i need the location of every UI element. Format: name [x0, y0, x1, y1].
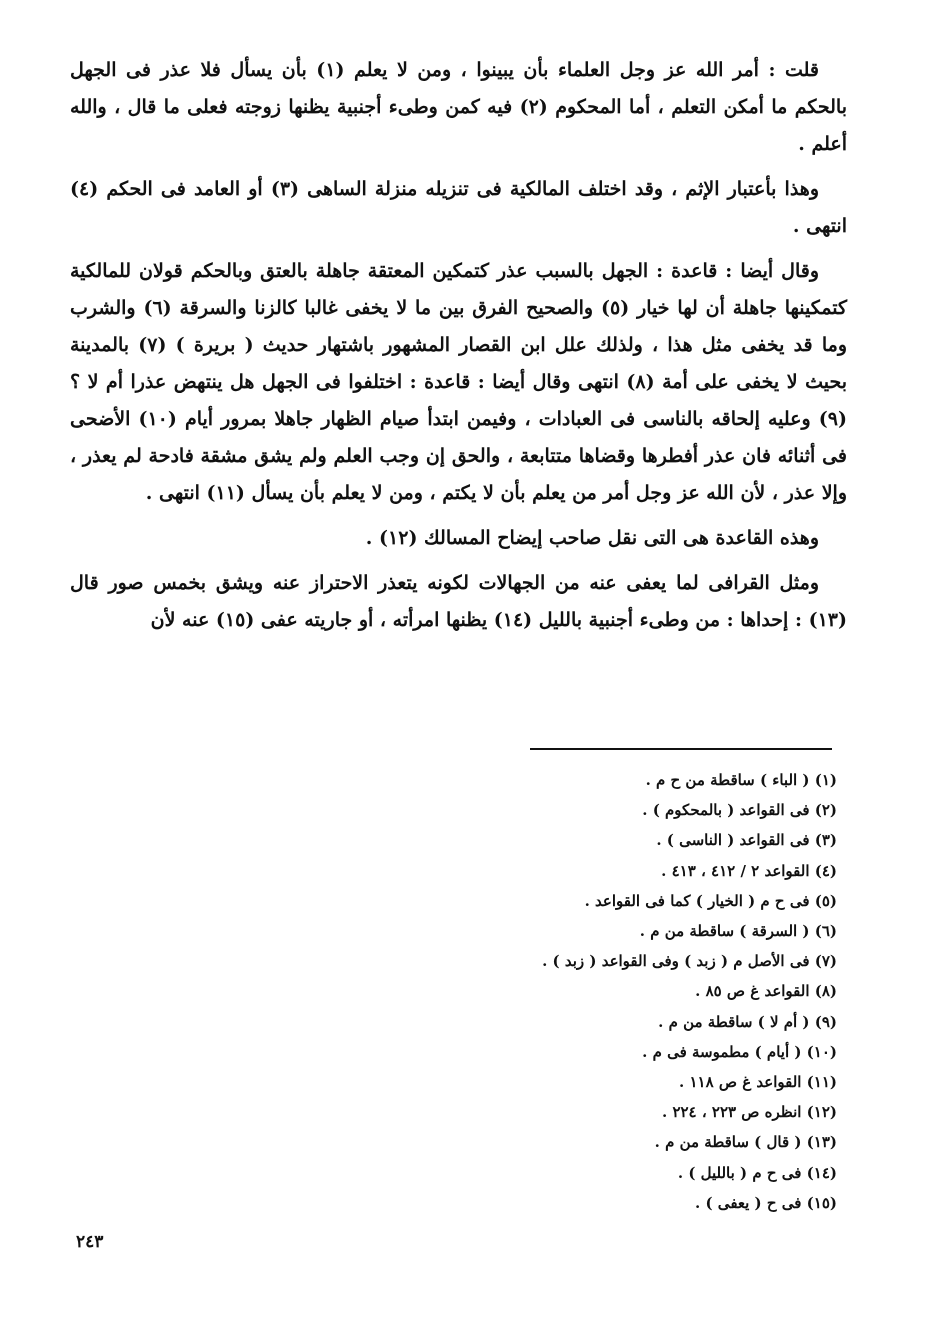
paragraph-5: ومثل القرافى لما يعفى عنه من الجهالات لكونه يتعذر الاحتراز عنه ويشق بخمس صور قال (١٣) : إحداها : من وطىء أجنبية بالليل (١٤) يظنها امرأته ، أو جاريته عفى (١٥) عنه لأن	[70, 572, 847, 631]
footnote-3: (٣) فى القواعد ( الناسى ) .	[656, 831, 837, 850]
footnote-4: (٤) القواعد ٢ / ٤١٢ ، ٤١٣ .	[661, 861, 837, 880]
footnote-9: (٩) ( أم لا ) ساقطة من م .	[658, 1012, 837, 1031]
footnote-15: (١٥) فى ح ( يعفى ) .	[695, 1193, 837, 1212]
footnote-12: (١٢) انظره ص ٢٢٣ ، ٢٢٤ .	[661, 1103, 837, 1122]
footnote-14: (١٤) فى ح م ( بالليل ) .	[677, 1163, 837, 1182]
footnote-13: (١٣) ( قال ) ساقطة من م .	[654, 1133, 837, 1152]
footnote-divider	[530, 748, 832, 750]
paragraph-3: وقال أيضا : قاعدة : الجهل بالسبب عذر كتمكين المعتقة جاهلة بالعتق وبالحكم قولان للمالكية كتمكينها جاهلة أن لها خيار (٥) والصحيح الفرق بين ما لا يخفى غالبا كالزنا والسرقة (٦) والشرب وما قد يخفى مثل هذا ، ولذلك علل ابن القصار المشهور باشتهار حديث ( بريرة ) (٧) بالمدينة بحيث لا يخفى على أمة (٨) انتهى وقال أيضا : قاعدة : اختلفوا فى الجهل هل ينتهض عذرا أم لا ؟ (٩) وعليه إلحاقه بالناسى فى العبادات ، وفيمن ابتدأ صيام الظهار جاهلا بمرور أيام (١٠) الأضحى فى أثنائه فان عذر أفطرها وقضاها متتابعة ، والحق إن وجب العلم ولم يشق مشقة فادحة لم يعذر ، وإلا عذر ، لأن الله عز وجل أمر من يعلم بأن لا يكتم ، ومن لا يعلم بأن يسأل (١١) انتهى .	[70, 260, 848, 504]
page-number: ٢٤٣	[76, 1232, 104, 1252]
paragraph-2: وهذا بأعتبار الإثم ، وقد اختلف المالكية فى تنزيله منزلة الساهى (٣) أو العامد فى الحكم (٤) انتهى .	[70, 178, 847, 237]
footnote-8: (٨) القواعد غ ص ٨٥ .	[695, 982, 837, 1001]
footnote-11: (١١) القواعد غ ص ١١٨ .	[679, 1073, 837, 1092]
paragraph-4: وهذه القاعدة هى التى نقل صاحب إيضاح المسالك (١٢) .	[365, 527, 819, 549]
main-text	[70, 52, 847, 647]
footnote-10: (١٠) ( أيام ) مطموسة فى م .	[642, 1042, 837, 1061]
footnote-6: (٦) ( السرقة ) ساقطة من م .	[639, 922, 837, 941]
footnote-1: (١) ( الباء ) ساقطة من ح م .	[645, 771, 837, 789]
footnote-7: (٧) فى الأصل م ( زبد ) وفى القواعد ( زبد ) .	[542, 952, 837, 971]
footnote-2: (٢) فى القواعد ( بالمحكوم ) .	[642, 801, 837, 820]
footnotes-list	[277, 765, 837, 1218]
footnote-5: (٥) فى ح م ( الخيار ) كما فى القواعد .	[584, 891, 837, 910]
paragraph-1: قلت : أمر الله عز وجل العلماء بأن يبينوا ، ومن لا يعلم (١) بأن يسأل فلا عذر فى الجهل بالحكم ما أمكن التعلم ، أما المحكوم (٢) فيه كمن وطىء أجنبية يظنها زوجته فعلى ما قال ، والله أعلم .	[70, 59, 848, 155]
